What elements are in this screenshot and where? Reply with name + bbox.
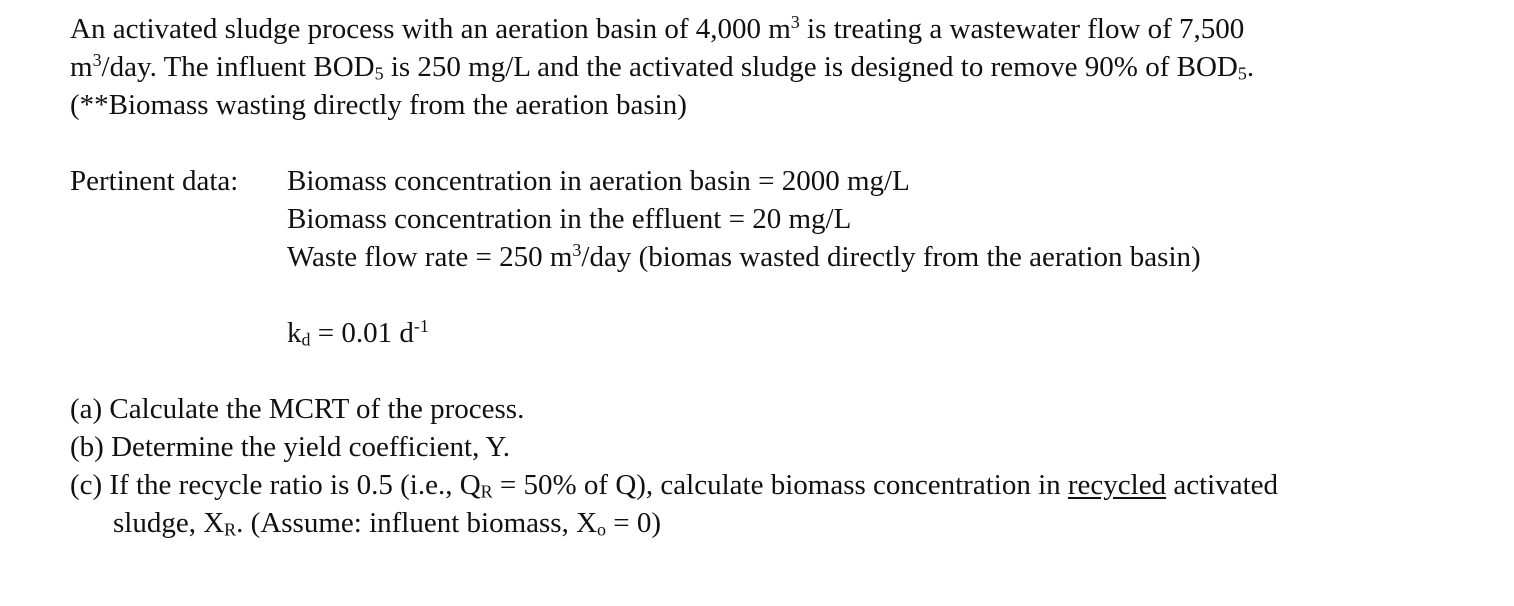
subscript: 5 — [374, 63, 384, 84]
question-c-line-1 — [70, 468, 1278, 502]
intro-line-1 — [70, 12, 1244, 46]
pertinent-label: Pertinent data: — [70, 165, 239, 197]
question-text: activated — [1166, 469, 1279, 501]
biomass-basin-line: Biomass concentration in aeration basin = 2000 mg/L — [287, 165, 910, 197]
intro-line-2 — [70, 50, 1254, 84]
subscript: R — [224, 519, 237, 540]
subscript: o — [597, 519, 607, 540]
question-text: = 50% of Q), calculate biomass concentration in — [492, 469, 1068, 501]
subscript: R — [480, 481, 493, 502]
intro-text: is 250 mg/L and the activated sludge is designed to remove 90% of BOD — [383, 51, 1238, 83]
question-text: sludge, X — [113, 507, 225, 539]
superscript: 3 — [790, 12, 800, 33]
kd-text: k — [287, 317, 302, 349]
subscript: 5 — [1237, 63, 1247, 84]
superscript: 3 — [92, 50, 102, 71]
waste-text: /day (biomas wasted directly from the aeration basin) — [581, 241, 1201, 273]
question-text: (c) If the recycle ratio is 0.5 (i.e., Q — [70, 469, 481, 501]
underlined-word: recycled — [1067, 469, 1167, 501]
intro-line-3: (**Biomass wasting directly from the aeration basin) — [70, 89, 687, 121]
intro-text: m — [70, 51, 93, 83]
waste-flow-line — [287, 240, 1201, 274]
subscript: d — [301, 329, 311, 350]
question-text: . (Assume: influent biomass, X — [236, 507, 598, 539]
intro-text: /day. The influent BOD — [101, 51, 375, 83]
question-text: = 0) — [606, 507, 662, 539]
biomass-effluent-line: Biomass concentration in the effluent = 20 mg/L — [287, 203, 852, 235]
question-b: (b) Determine the yield coefficient, Y. — [70, 431, 510, 463]
waste-text: Waste flow rate = 250 m — [287, 241, 573, 273]
superscript: -1 — [413, 316, 429, 337]
kd-text: = 0.01 d — [310, 317, 414, 349]
intro-text: . — [1246, 51, 1255, 83]
question-a: (a) Calculate the MCRT of the process. — [70, 393, 525, 425]
superscript: 3 — [572, 240, 582, 261]
kd-line — [287, 316, 429, 350]
intro-text: An activated sludge process with an aeration basin of 4,000 m — [70, 13, 791, 45]
question-c-line-2 — [113, 506, 661, 540]
intro-text: is treating a wastewater flow of 7,500 — [799, 13, 1245, 45]
